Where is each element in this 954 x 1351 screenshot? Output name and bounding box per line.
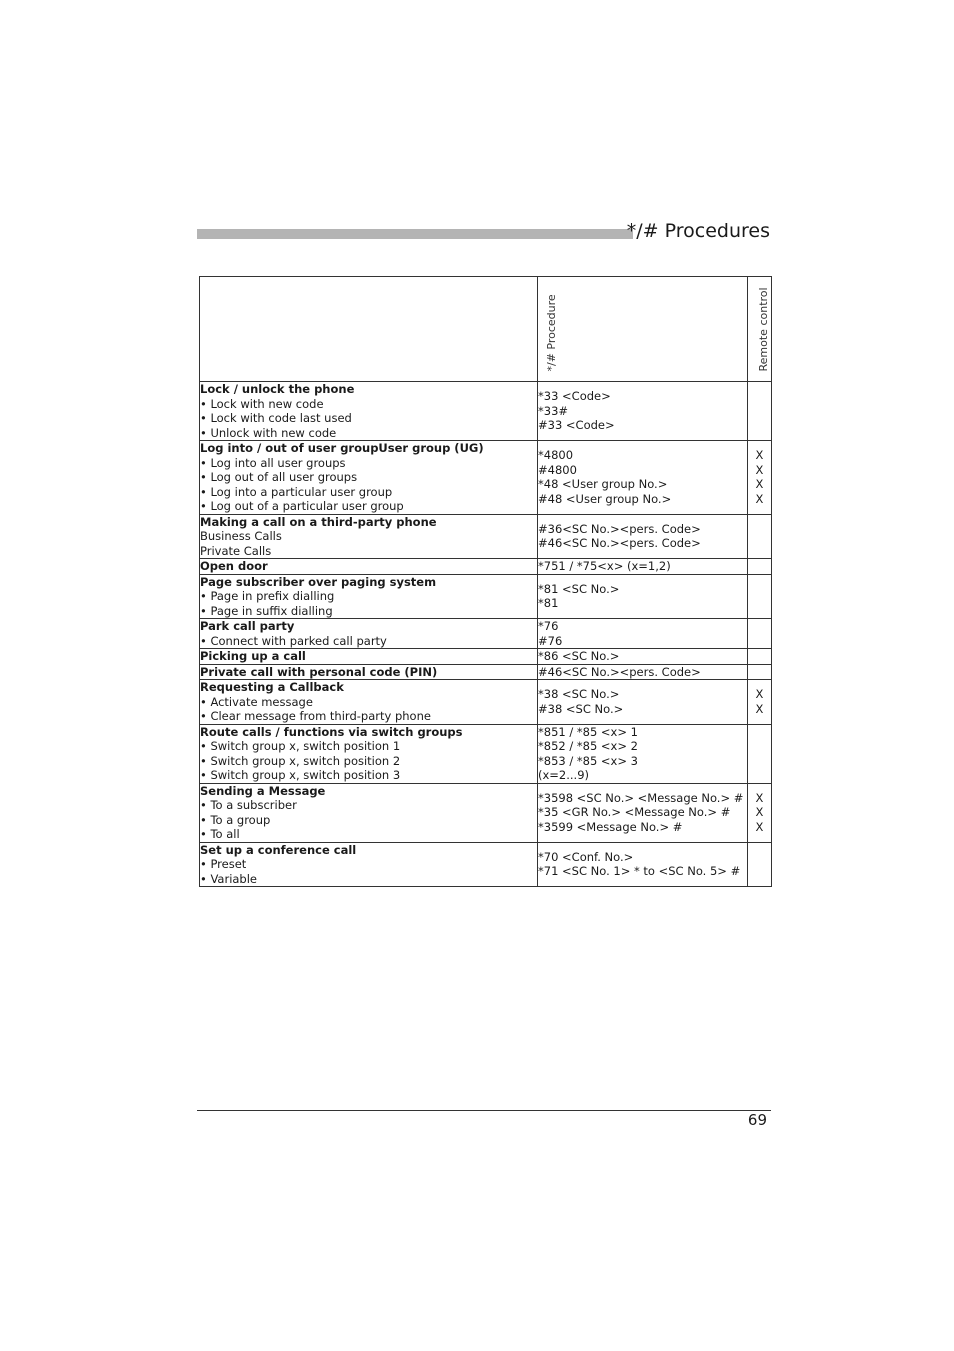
row-description-cell — [200, 619, 538, 649]
remote-control-mark: X — [755, 819, 764, 834]
row-procedure-cell — [538, 680, 748, 725]
row-item: Private Calls — [200, 543, 272, 558]
procedure-code: #36<SC No.><pers. Code> — [538, 521, 701, 536]
row-procedure-cell — [538, 382, 748, 441]
row-remote-cell — [748, 680, 772, 725]
procedure-code: *35 <GR No.> <Message No.> # — [538, 805, 731, 820]
table-row — [200, 382, 772, 441]
remote-control-mark: X — [755, 687, 764, 702]
remote-control-mark: X — [755, 448, 764, 463]
procedure-code: *3598 <SC No.> <Message No.> # — [538, 790, 744, 805]
row-title: Picking up a call — [200, 649, 306, 663]
row-procedure-cell — [538, 514, 748, 559]
row-title: Open door — [200, 559, 268, 573]
row-item: • Switch group x, switch position 1 — [200, 739, 401, 753]
row-remote-cell — [748, 649, 772, 665]
procedure-code: #4800 — [538, 462, 577, 477]
row-item: • Log into a particular user group — [200, 484, 393, 499]
row-title: Park call party — [200, 619, 295, 633]
row-procedure-cell — [538, 724, 748, 783]
row-item: Business Calls — [200, 529, 282, 543]
row-remote-cell — [748, 724, 772, 783]
row-description-cell — [200, 382, 538, 441]
row-item: • Switch group x, switch position 2 — [200, 753, 401, 768]
table-row — [200, 649, 772, 665]
row-remote-cell — [748, 783, 772, 842]
row-procedure-cell — [538, 664, 748, 680]
procedure-code: *3599 <Message No.> # — [538, 819, 683, 834]
row-item: • Switch group x, switch position 3 — [200, 768, 401, 782]
table-row — [200, 842, 772, 887]
table-row — [200, 619, 772, 649]
procedure-code: *76 — [538, 619, 559, 633]
row-remote-cell — [748, 441, 772, 515]
remote-control-mark: X — [755, 477, 764, 492]
procedure-code: *851 / *85 <x> 1 — [538, 724, 638, 739]
row-title: Log into / out of user groupUser group (UG) — [200, 441, 484, 455]
row-description-cell — [200, 649, 538, 665]
procedure-code: #33 <Code> — [538, 418, 615, 433]
column-header-description — [200, 277, 538, 382]
table-row — [200, 514, 772, 559]
row-item: • Log out of a particular user group — [200, 499, 404, 513]
remote-control-mark: X — [755, 790, 764, 805]
remote-control-mark: X — [755, 462, 764, 477]
column-header-procedure-label: */# Procedure — [544, 293, 558, 371]
row-remote-cell — [748, 574, 772, 619]
row-procedure-cell — [538, 649, 748, 665]
row-description-cell — [200, 783, 538, 842]
row-procedure-cell — [538, 559, 748, 575]
row-item: • Lock with new code — [200, 396, 324, 411]
row-procedure-cell — [538, 619, 748, 649]
row-title: Private call with personal code (PIN) — [200, 664, 438, 679]
procedure-code: *852 / *85 <x> 2 — [538, 739, 638, 753]
row-title: Set up a conference call — [200, 842, 357, 857]
table-row — [200, 680, 772, 725]
procedure-code: *853 / *85 <x> 3 — [538, 753, 638, 768]
procedure-code: *71 <SC No. 1> * to <SC No. 5> # — [538, 864, 741, 879]
row-procedure-cell — [538, 842, 748, 887]
row-description-cell — [200, 514, 538, 559]
row-description-cell — [200, 842, 538, 887]
row-remote-cell — [748, 842, 772, 887]
row-title: Requesting a Callback — [200, 680, 344, 694]
procedure-code: #38 <SC No.> — [538, 701, 624, 716]
row-description-cell — [200, 680, 538, 725]
table-row — [200, 724, 772, 783]
row-procedure-cell — [538, 783, 748, 842]
row-item: • Page in suffix dialling — [200, 603, 333, 618]
table-body — [200, 382, 772, 887]
row-item: • Unlock with new code — [200, 425, 337, 440]
column-header-procedure — [538, 277, 748, 382]
row-item: • Log out of all user groups — [200, 470, 358, 484]
footer-rule — [197, 1110, 771, 1111]
row-item: • To a group — [200, 812, 271, 827]
procedure-code: *81 — [538, 596, 559, 611]
procedure-code: *38 <SC No.> — [538, 687, 620, 702]
row-item: • Clear message from third-party phone — [200, 709, 431, 723]
procedure-code: *86 <SC No.> — [538, 649, 620, 663]
page-title: */# Procedures — [626, 220, 770, 242]
column-header-remote-label: Remote control — [756, 286, 770, 371]
row-remote-cell — [748, 559, 772, 575]
procedure-code: #46<SC No.><pers. Code> — [538, 536, 701, 551]
row-item: • Activate message — [200, 694, 313, 709]
procedure-code: *48 <User group No.> — [538, 477, 668, 492]
row-remote-cell — [748, 514, 772, 559]
row-remote-cell — [748, 619, 772, 649]
row-description-cell — [200, 724, 538, 783]
row-description-cell — [200, 441, 538, 515]
remote-control-mark: X — [755, 805, 764, 820]
table-row — [200, 441, 772, 515]
row-title: Sending a Message — [200, 783, 326, 798]
procedure-code: (x=2...9) — [538, 768, 590, 782]
row-procedure-cell — [538, 574, 748, 619]
row-description-cell — [200, 574, 538, 619]
procedure-code: #76 — [538, 633, 563, 648]
procedure-code: #46<SC No.><pers. Code> — [538, 664, 701, 679]
table-row — [200, 574, 772, 619]
remote-control-mark: X — [755, 491, 764, 506]
row-procedure-cell — [538, 441, 748, 515]
row-item: • To all — [200, 827, 240, 841]
table-row — [200, 559, 772, 575]
row-title: Lock / unlock the phone — [200, 382, 355, 396]
procedures-table — [199, 276, 772, 887]
procedure-code: *81 <SC No.> — [538, 581, 620, 596]
remote-control-mark: X — [755, 701, 764, 716]
header-bar — [197, 229, 633, 239]
procedure-code: *70 <Conf. No.> — [538, 849, 634, 864]
row-item: • Page in prefix dialling — [200, 589, 335, 603]
row-remote-cell — [748, 382, 772, 441]
table-row — [200, 664, 772, 680]
row-title: Making a call on a third-party phone — [200, 514, 437, 529]
row-item: • Preset — [200, 857, 247, 871]
row-description-cell — [200, 559, 538, 575]
row-item: • To a subscriber — [200, 798, 297, 812]
procedure-code: *751 / *75<x> (x=1,2) — [538, 559, 671, 573]
procedure-code: *4800 — [538, 448, 574, 463]
procedure-code: #48 <User group No.> — [538, 491, 672, 506]
row-item: • Log into all user groups — [200, 455, 346, 470]
row-title: Page subscriber over paging system — [200, 574, 437, 589]
column-header-remote-control — [748, 277, 772, 382]
table-row — [200, 783, 772, 842]
row-item: • Connect with parked call party — [200, 633, 387, 648]
row-remote-cell — [748, 664, 772, 680]
row-description-cell — [200, 664, 538, 680]
row-title: Route calls / functions via switch groups — [200, 724, 463, 739]
row-item: • Variable — [200, 871, 258, 886]
procedure-code: *33# — [538, 403, 569, 418]
table-header-row — [200, 277, 772, 382]
page-number: 69 — [747, 1111, 767, 1129]
row-item: • Lock with code last used — [200, 411, 352, 425]
procedure-code: *33 <Code> — [538, 389, 611, 404]
